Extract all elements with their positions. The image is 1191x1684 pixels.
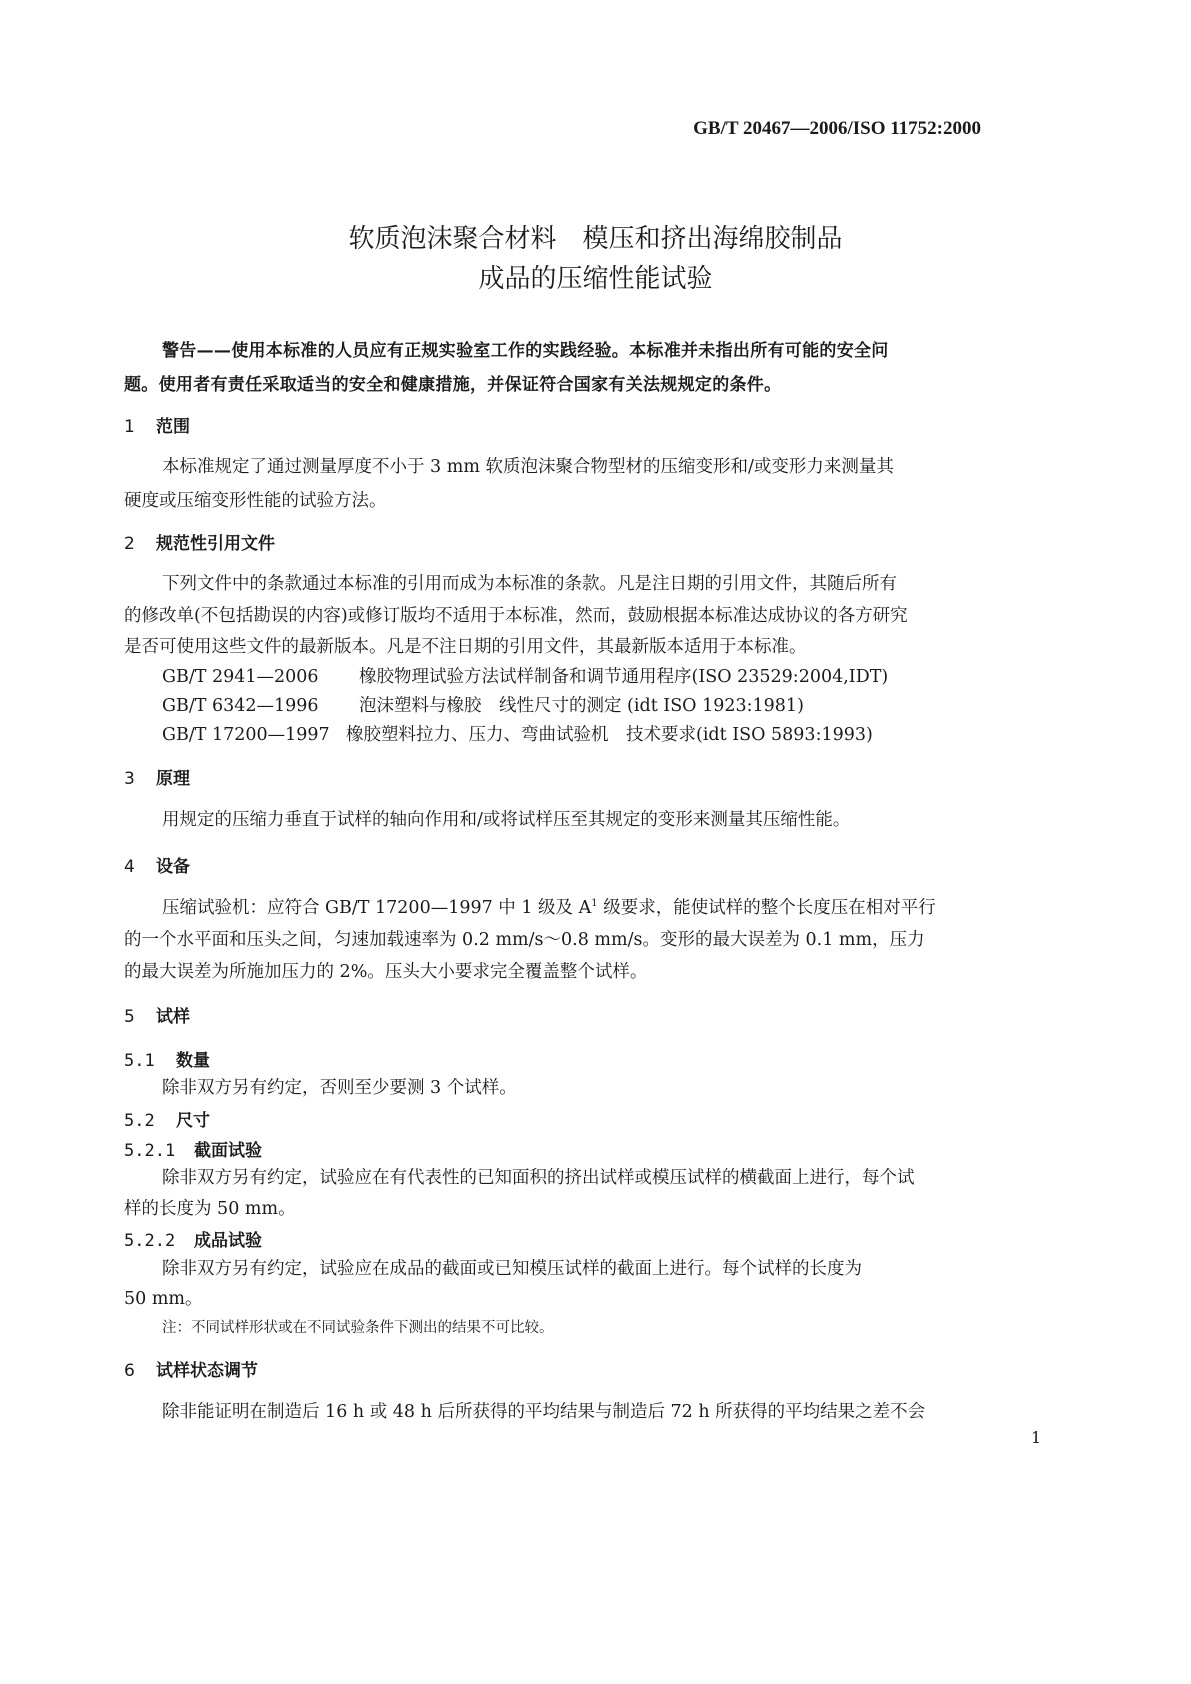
section-1-title: 范围 (156, 417, 190, 437)
reference-item (162, 663, 888, 688)
section-2-title: 规范性引用文件 (156, 534, 275, 554)
section-5-2-number: 5.2 (124, 1111, 155, 1131)
section-2-text-line-3: 是否可使用这些文件的最新版本。凡是不注日期的引用文件，其最新版本适用于本标准。 (124, 637, 807, 657)
section-1-number: 1 (124, 417, 135, 437)
section-5-2-1-title: 截面试验 (194, 1141, 262, 1161)
document-title-line-1: 软质泡沫聚合材料 模压和挤出海绵胶制品 (348, 224, 843, 254)
section-1-heading (124, 412, 190, 437)
section-6-number: 6 (124, 1361, 135, 1381)
reference-code: GB/T 17200—1997 (162, 725, 330, 745)
section-4-text-line-3: 的最大误差为所施加压力的 2%。压头大小要求完全覆盖整个试样。 (124, 962, 648, 982)
section-5-2-2-heading (124, 1226, 262, 1251)
warning-line-2: 题。使用者有责任采取适当的安全和健康措施，并保证符合国家有关法规规定的条件。 (124, 375, 782, 395)
section-5-2-1-text-line-1: 除非双方另有约定，试验应在有代表性的已知面积的挤出试样或模压试样的横截面上进行，每个试 (162, 1168, 915, 1188)
reference-title: 泡沫塑料与橡胶 线性尺寸的测定 (idt ISO 1923:1981) (359, 696, 804, 716)
section-5-2-2-number: 5.2.2 (124, 1231, 176, 1251)
reference-item (162, 692, 804, 717)
reference-title: 橡胶塑料拉力、压力、弯曲试验机 技术要求(idt ISO 5893:1993) (346, 725, 873, 745)
section-5-2-2-text-line-2: 50 mm。 (124, 1289, 203, 1309)
section-5-number: 5 (124, 1007, 135, 1027)
reference-code: GB/T 2941—2006 (162, 667, 319, 687)
section-4-heading (124, 852, 190, 877)
reference-code: GB/T 6342—1996 (162, 696, 319, 716)
warning-line-1: 警告——使用本标准的人员应有正规实验室工作的实践经验。本标准并未指出所有可能的安全问 (162, 341, 889, 361)
section-5-2-2-text-line-1: 除非双方另有约定，试验应在成品的截面或已知模压试样的截面上进行。每个试样的长度为 (162, 1259, 862, 1279)
section-4-title: 设备 (156, 857, 190, 877)
section-5-1-title: 数量 (176, 1051, 210, 1071)
document-title-line-2: 成品的压缩性能试验 (478, 264, 713, 294)
section-5-2-2-title: 成品试验 (194, 1231, 262, 1251)
section-5-2-1-heading (124, 1136, 262, 1161)
section-4-text-line-1a: 压缩试验机：应符合 GB/T 17200—1997 中 1 级及 A (162, 898, 592, 918)
section-1-text-line-1: 本标准规定了通过测量厚度不小于 3 mm 软质泡沫聚合物型材的压缩变形和/或变形力来测量其 (162, 457, 894, 477)
section-4-number: 4 (124, 857, 135, 877)
section-3-text-line-1: 用规定的压缩力垂直于试样的轴向作用和/或将试样压至其规定的变形来测量其压缩性能。 (162, 810, 851, 830)
section-6-title: 试样状态调节 (156, 1361, 258, 1381)
section-4-text-line-2: 的一个水平面和压头之间，匀速加载速率为 0.2 mm/s～0.8 mm/s。变形的最大误差为 0.1 mm，压力 (124, 930, 925, 950)
section-2-text-line-2: 的修改单(不包括勘误的内容)或修订版均不适用于本标准，然而，鼓励根据本标准达成协议的各方研究 (124, 606, 908, 626)
section-5-2-heading (124, 1106, 210, 1131)
section-2-text-line-1: 下列文件中的条款通过本标准的引用而成为本标准的条款。凡是注日期的引用文件，其随后所有 (162, 574, 897, 594)
section-2-heading (124, 529, 275, 554)
note-text: 注：不同试样形状或在不同试验条件下测出的结果不可比较。 (162, 1320, 554, 1336)
superscript-1: 1 (591, 898, 598, 910)
section-4-text-line-1b: 级要求，能使试样的整个长度压在相对平行 (597, 898, 936, 918)
section-3-number: 3 (124, 769, 135, 789)
section-4-text-line-1 (162, 894, 936, 919)
standard-code-header: GB/T 20467—2006/ISO 11752:2000 (693, 118, 981, 139)
section-5-heading (124, 1002, 190, 1027)
section-5-1-text-line-1: 除非双方另有约定，否则至少要测 3 个试样。 (162, 1078, 517, 1098)
section-6-heading (124, 1356, 258, 1381)
section-3-title: 原理 (156, 769, 190, 789)
section-5-2-1-number: 5.2.1 (124, 1141, 176, 1161)
reference-title: 橡胶物理试验方法试样制备和调节通用程序(ISO 23529:2004,IDT) (359, 667, 889, 687)
reference-item (162, 721, 873, 746)
section-2-number: 2 (124, 534, 135, 554)
section-5-2-title: 尺寸 (176, 1111, 210, 1131)
section-1-text-line-2: 硬度或压缩变形性能的试验方法。 (124, 491, 387, 511)
page-number: 1 (1031, 1428, 1042, 1447)
section-5-title: 试样 (156, 1007, 190, 1027)
section-5-1-heading (124, 1046, 210, 1071)
section-5-2-1-text-line-2: 样的长度为 50 mm。 (124, 1199, 296, 1219)
section-5-1-number: 5.1 (124, 1051, 155, 1071)
section-3-heading (124, 764, 190, 789)
section-6-text-line-1: 除非能证明在制造后 16 h 或 48 h 后所获得的平均结果与制造后 72 h 所获得的平均结果之差不会 (162, 1402, 926, 1422)
